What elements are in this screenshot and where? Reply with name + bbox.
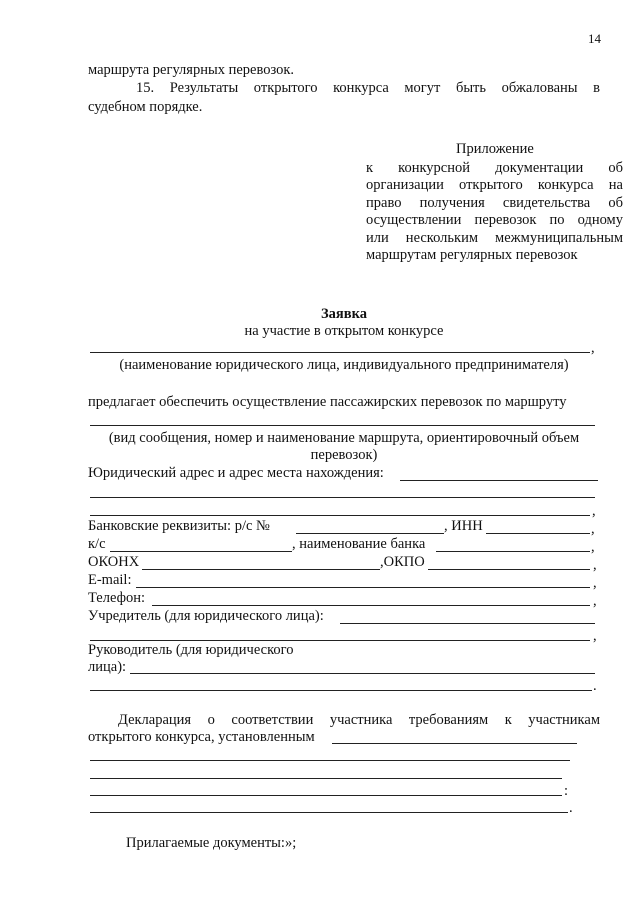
name-underline [90, 352, 590, 353]
bank-name-comma: , [591, 539, 595, 555]
founder-field-1[interactable] [340, 623, 595, 624]
legal-address-comma: , [592, 503, 596, 519]
head-period: . [593, 678, 597, 694]
phone-label: Телефон: [88, 590, 146, 606]
head-field-1[interactable] [130, 673, 595, 674]
email-comma: , [593, 575, 597, 591]
declaration-line-1: Декларация о соответствии участника требованиям к участникам [118, 712, 600, 728]
bank-account-field[interactable] [296, 533, 444, 534]
appendix-line-2: организации открытого конкурса на [366, 177, 623, 193]
intro-line-3: судебном порядке. [88, 99, 203, 115]
inn-label: , ИНН [444, 518, 483, 534]
intro-line-2: 15. Результаты открытого конкурса могут быть обжалованы в [136, 80, 600, 96]
intro-line-1: маршрута регулярных перевозок. [88, 62, 295, 78]
ks-label: к/с [88, 536, 106, 552]
declaration-field-2[interactable] [90, 760, 570, 761]
email-field[interactable] [136, 587, 590, 588]
okpo-comma: , [593, 557, 597, 573]
appendix-line-5: или нескольким межмуниципальным [366, 230, 623, 246]
email-label: E-mail: [88, 572, 132, 588]
ks-field[interactable] [110, 551, 292, 552]
appendix-line-6: маршрутам регулярных перевозок [366, 247, 578, 263]
legal-address-field-2[interactable] [90, 497, 595, 498]
bank-name-field[interactable] [436, 551, 590, 552]
legal-address-label: Юридический адрес и адрес места нахождения: [88, 465, 384, 481]
route-underline [90, 425, 595, 426]
appendix-line-1: к конкурсной документации об [366, 160, 623, 176]
declaration-line-2: открытого конкурса, установленным [88, 729, 315, 745]
appendix-line-3: право получения свидетельства об [366, 195, 623, 211]
offer-text: предлагает обеспечить осуществление пассажирских перевозок по маршруту [88, 394, 567, 410]
founder-comma: , [593, 628, 597, 644]
route-hint-1: (вид сообщения, номер и наименование маршрута, ориентировочный объем [108, 430, 580, 446]
declaration-field-1[interactable] [332, 743, 577, 744]
name-hint: (наименование юридического лица, индивидуального предпринимателя) [119, 357, 569, 373]
declaration-field-4[interactable] [90, 795, 562, 796]
bank-name-label: , наименование банка [292, 536, 426, 552]
phone-field[interactable] [152, 605, 590, 606]
inn-field[interactable] [486, 533, 590, 534]
bank-details-label: Банковские реквизиты: р/с № [88, 518, 270, 534]
founder-label: Учредитель (для юридического лица): [88, 608, 324, 624]
appendix-title: Приложение [456, 141, 534, 157]
head-label-1: Руководитель (для юридического [88, 642, 294, 658]
okonh-label: ОКОНХ [88, 554, 140, 570]
attachments-label: Прилагаемые документы:»; [126, 835, 297, 851]
okpo-label: ,ОКПО [380, 554, 425, 570]
form-subtitle: на участие в открытом конкурсе [244, 323, 444, 339]
declaration-field-5[interactable] [90, 812, 568, 813]
route-hint-2: перевозок) [310, 447, 378, 463]
appendix-line-4: осуществлении перевозок по одному [366, 212, 623, 228]
declaration-period: . [569, 800, 573, 816]
head-field-2[interactable] [90, 690, 592, 691]
head-label-2: лица): [88, 659, 127, 675]
form-title: Заявка [321, 306, 367, 322]
legal-address-field-3[interactable] [90, 515, 590, 516]
okpo-field[interactable] [428, 569, 590, 570]
okonh-field[interactable] [142, 569, 380, 570]
inn-comma: , [591, 521, 595, 537]
declaration-colon: : [564, 783, 569, 799]
phone-comma: , [593, 593, 597, 609]
declaration-field-3[interactable] [90, 778, 562, 779]
name-comma: , [591, 340, 595, 356]
legal-address-field-1[interactable] [400, 480, 598, 481]
page-number: 14 [588, 31, 601, 46]
